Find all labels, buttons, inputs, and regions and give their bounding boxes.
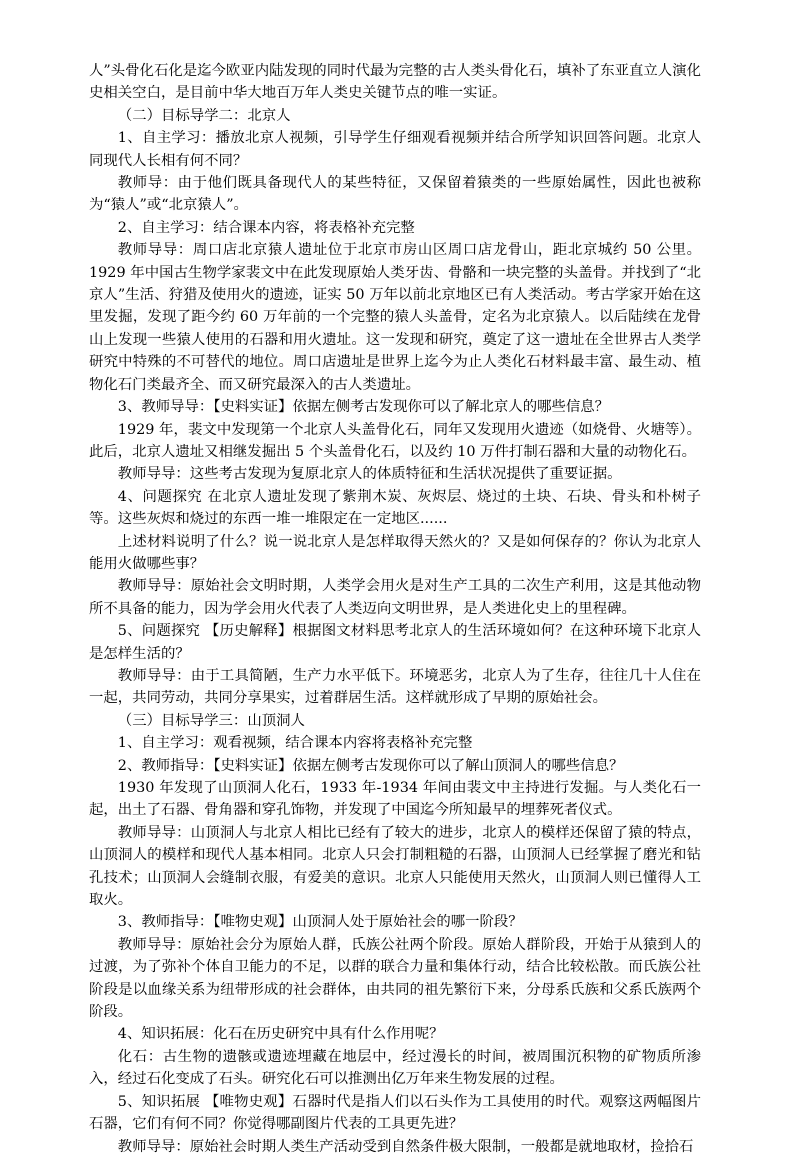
paragraph-teacher-guide-ape-man: 教师导：由于他们既具备现代人的某些特征，又保留着猿类的一些原始属性，因此也被称为“猿人”或“北京猿人”。 <box>89 175 701 214</box>
paragraph-self-study-table: 2、自主学习：结合课本内容，将表格补充完整 <box>117 219 415 236</box>
paragraph-fossil-role-question: 4、知识拓展：化石在历史研究中具有什么作用呢？ <box>117 1026 444 1043</box>
paragraph-problem-inquiry-fire: 4、问题探究 在北京人遗址发现了紫荆木炭、灰烬层、烧过的土块、石块、骨头和朴树子等。这些灰烬和烧过的东西一堆一堆限定在一定地区...... <box>89 488 701 528</box>
paragraph-historical-evidence-question: 3、教师导导：【史料实证】依据左侧考古发现你可以了解北京人的哪些信息？ <box>117 399 610 416</box>
paragraph-self-study-upper-cave: 1、自主学习：观看视频，结合课本内容将表格补充完整 <box>117 735 473 752</box>
paragraph-1930-discovery: 1930 年发现了山顶洞人化石，1933 年-1934 年间由裴文中主持进行发掘。与人类化石一起，出土了石器、骨角器和穿孔饰物，并发现了中国迄今所知最早的埋葬死者仪式。 <box>89 780 701 819</box>
paragraph-historical-interpretation: 5、问题探究 【历史解释】根据图文材料思考北京人的生活环境如何？在这种环境下北京人是怎样生活的？ <box>89 623 701 662</box>
paragraph-teacher-guide-group-life: 教师导导：由于工具简陋，生产力水平低下。环境恶劣，北京人为了生存，往往几十人住在一起，共同劳动，共同分享果实，过着群居生活。这样就形成了早期的原始社会。 <box>89 667 701 707</box>
paragraph-1929-discovery: 1929 年，裴文中发现第一个北京人头盖骨化石，同年又发现用火遗迹（如烧骨、火塘等）。此后，北京人遗址又相继发掘出 5 个头盖骨化石，以及约 10 万件打制石器和大量的动物化石。 <box>89 421 701 460</box>
paragraph-materialism-stage-question: 3、教师指导：【唯物史观】山顶洞人处于原始社会的哪一阶段？ <box>117 914 523 931</box>
paragraph-fossil-definition: 化石：古生物的遗骸或遗迹埋藏在地层中，经过漫长的时间，被周围沉积物的矿物质所渗入，经过石化变成了石头。研究化石可以推测出亿万年来生物发展的过程。 <box>89 1048 701 1088</box>
paragraph-teacher-guide-comparison: 教师导导：山顶洞人与北京人相比已经有了较大的进步，北京人的模样还保留了猿的特点，山顶洞人的模样和现代人基本相同。北京人只会打制粗糙的石器，山顶洞人已经掌握了磨光和钻孔技术；山顶洞人会缝制衣服，有爱美的意识。北京人只能使用天然火，山顶洞人则已懂得人工取火。 <box>89 824 701 909</box>
paragraph-self-study-video: 1、自主学习：播放北京人视频，引导学生仔细观看视频并结合所学知识回答问题。北京人同现代人长相有何不同？ <box>89 130 701 169</box>
paragraph-fire-questions: 上述材料说明了什么？说一说北京人是怎样取得天然火的？又是如何保存的？你认为北京人能用火做哪些事？ <box>89 533 701 572</box>
paragraph-teacher-guide-evidence: 教师导导：这些考古发现为复原北京人的体质特征和生活状况提供了重要证据。 <box>117 466 622 483</box>
paragraph-skull-fossil-significance: 人”头骨化石化是迄今欧亚内陆发现的同时代最为完整的古人类头骨化石，填补了东亚直立人演化史相关空白，是目前中华大地百万年人类史关键节点的唯一实证。 <box>89 63 701 102</box>
paragraph-upper-cave-evidence-question: 2、教师指导：【史料实证】依据左侧考古发现你可以了解山顶洞人的哪些信息？ <box>117 757 624 774</box>
document-page <box>89 60 701 1158</box>
paragraph-stone-age-question: 5、知识拓展 【唯物史观】石器时代是指人们以石头作为工具使用的时代。观察这两幅图片石器，它们有何不同？你觉得哪副图片代表的工具更先进？ <box>89 1093 701 1133</box>
paragraph-teacher-guide-stone-tools: 教师导导：原始社会时期人类生产活动受到自然条件极大限制，一般都是就地取材，捡拾石 <box>117 1138 694 1155</box>
paragraph-teacher-guide-primitive-society: 教师导导：原始社会分为原始人群，氏族公社两个阶段。原始人群阶段，开始于从猿到人的过渡，为了弥补个体自卫能力的不足，以群的联合力量和集体行动，结合比较松散。而氏族公社阶段是以血缘关系为纽带形成的社会群体，由共同的祖先繁衍下来，分母系氏族和父系氏族两个阶段。 <box>89 936 701 1021</box>
heading-objective-three-upper-cave-man: （三）目标导学三：山顶洞人 <box>117 712 305 729</box>
heading-objective-two-peking-man: （二）目标导学二：北京人 <box>117 107 291 124</box>
paragraph-teacher-guide-zhoukoudian: 教师导导：周口店北京猿人遗址位于北京市房山区周口店龙骨山，距北京城约 50 公里。1929 年中国古生物学家裴文中在此发现原始人类牙齿、骨骼和一块完整的头盖骨。并找到了“北京人”生活、狩猎及使用火的遗迹，证实 50 万年以前北京地区已有人类活动。考古学家开始在这里发掘，发现了距今约 60 万年前的一个完整的猿人头盖骨，定名为北京猿人。以后陆续在龙骨山上发现一些猿人使用的石器和用火遗址。这一发现和研究，奠定了这一遗址在全世界古人类学研究中特殊的不可替代的地位。周口店遗址是世界上迄今为止人类化石材料最丰富、最生动、植物化石门类最齐全、而又研究最深入的古人类遗址。 <box>89 242 701 393</box>
paragraph-teacher-guide-fire: 教师导导：原始社会文明时期，人类学会用火是对生产工具的二次生产利用，这是其他动物所不具备的能力，因为学会用火代表了人类迈向文明世界，是人类进化史上的里程碑。 <box>89 578 701 617</box>
